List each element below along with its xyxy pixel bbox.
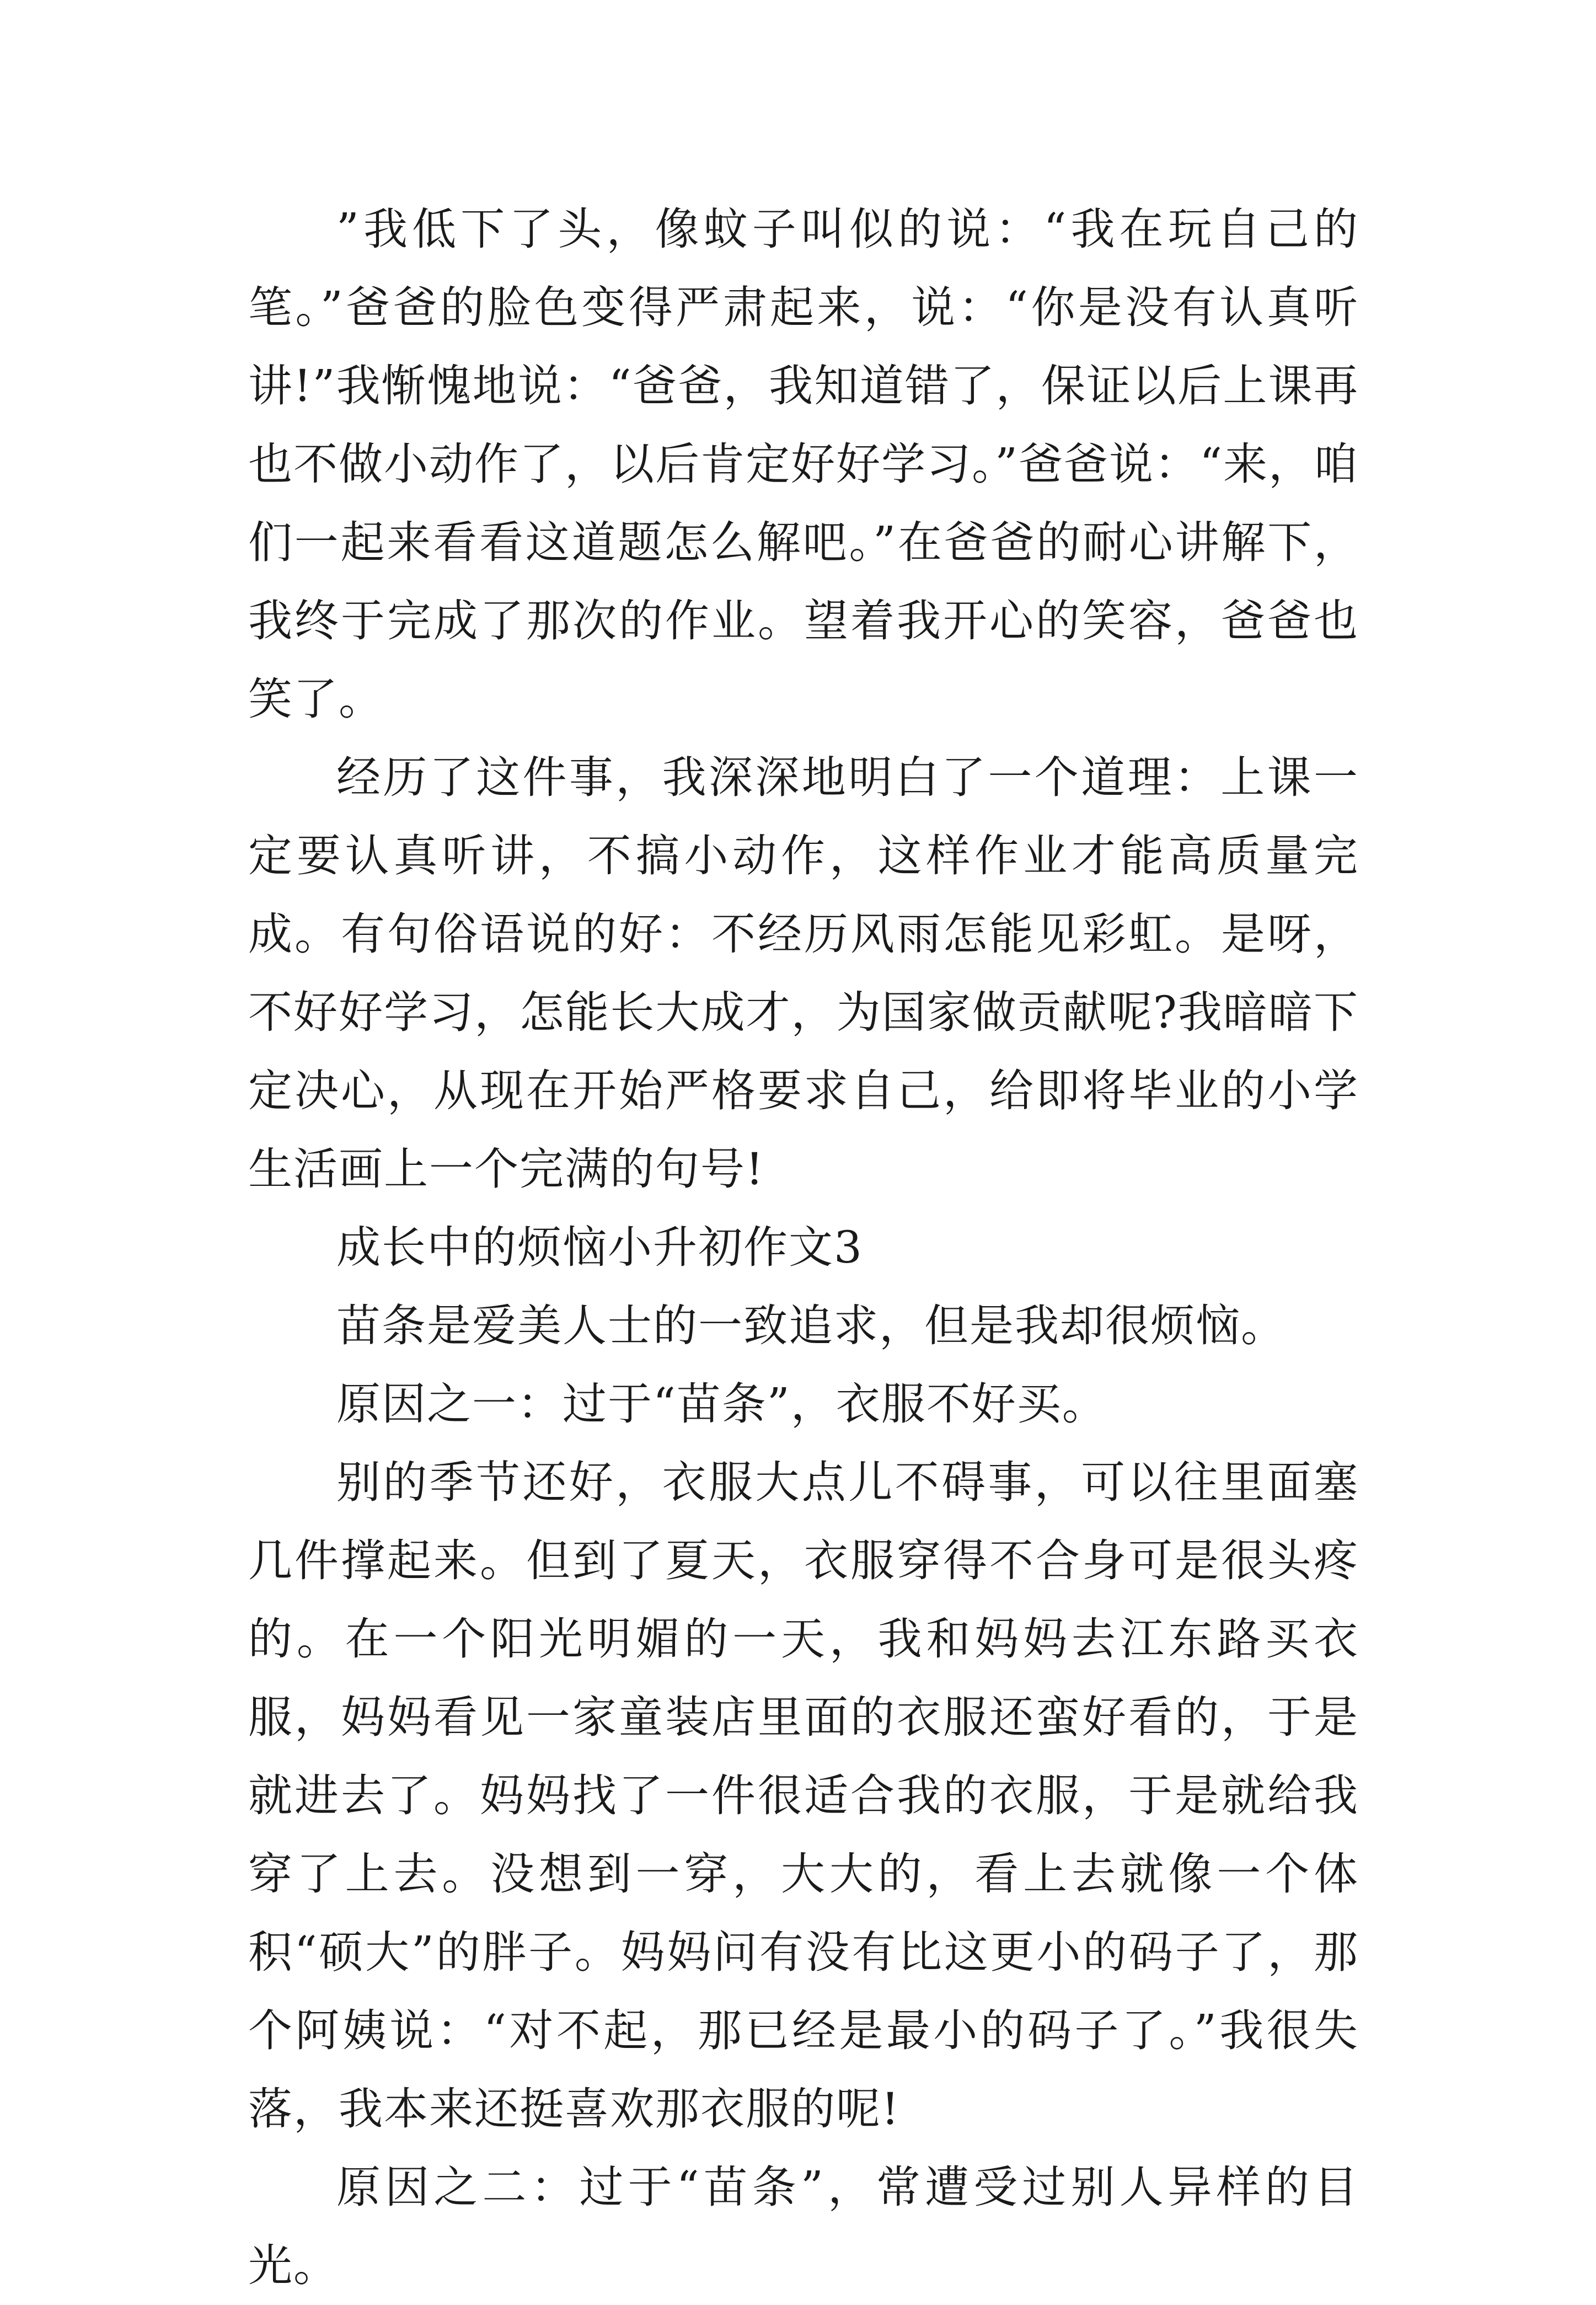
paragraph-reason-two: 原因之二：过于“苗条”，常遭受过别人异样的目光。 (248, 2162, 1359, 2291)
document-page (248, 190, 1359, 2305)
paragraph-lesson: 经历了这件事，我深深地明白了一个道理：上课一定要认真听讲，不搞小动作，这样作业才能高质量完成。有句俗语说的好：不经历风雨怎能见彩虹。是呀，不好好学习，怎能长大成才，为国家做贡献呢?我暗暗下定决心，从现在开始严格要求自己，给即将毕业的小学生活画上一个完满的句号! (248, 752, 1359, 1195)
paragraph-reason-one: 原因之一：过于“苗条”，衣服不好买。 (336, 1378, 1107, 1430)
paragraph-dialogue: ”我低下了头，像蚊子叫似的说：“我在玩自己的笔。”爸爸的脸色变得严肃起来，说：“你是没有认真听讲!”我惭愧地说：“爸爸，我知道错了，保证以后上课再也不做小动作了，以后肯定好好学习。”爸爸说：“来，咱们一起来看看这道题怎么解吧。”在爸爸的耐心讲解下，我终于完成了那次的作业。望着我开心的笑容，爸爸也笑了。 (248, 204, 1359, 725)
paragraph-shopping-story: 别的季节还好，衣服大点儿不碍事，可以往里面塞几件撑起来。但到了夏天，衣服穿得不合身可是很头疼的。在一个阳光明媚的一天，我和妈妈去江东路买衣服，妈妈看见一家童装店里面的衣服还蛮好看的，于是就进去了。妈妈找了一件很适合我的衣服，于是就给我穿了上去。没想到一穿，大大的，看上去就像一个体积“硕大”的胖子。妈妈问有没有比这更小的码子了，那个阿姨说：“对不起，那已经是最小的码子了。”我很失落，我本来还挺喜欢那衣服的呢! (248, 1457, 1359, 2135)
essay-heading: 成长中的烦恼小升初作文3 (336, 1222, 863, 1273)
paragraph-intro: 苗条是爱美人士的一致追求，但是我却很烦恼。 (336, 1300, 1286, 1351)
